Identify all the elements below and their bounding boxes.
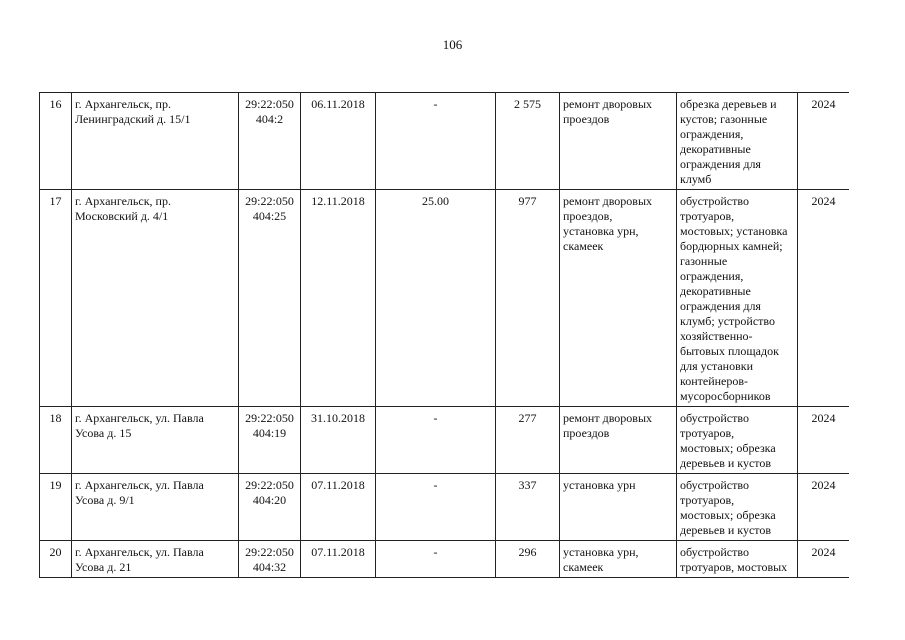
works-cell: ремонт дворовых проездов xyxy=(560,407,677,474)
row-number-cell: 18 xyxy=(40,407,72,474)
row-number-cell: 19 xyxy=(40,474,72,541)
row-number-cell: 20 xyxy=(40,541,72,578)
cadastral-cell: 29:22:050 404:2 xyxy=(239,93,301,190)
cadastral-cell: 29:22:050 404:20 xyxy=(239,474,301,541)
address-cell: г. Архангельск, ул. Павла Усова д. 21 xyxy=(72,541,239,578)
additional-works-cell: обрезка деревьев и кустов; газонные ограждения, декоративные ограждения для клумб xyxy=(677,93,798,190)
additional-works-cell: обустройство тротуаров, мостовых; обрезка деревьев и кустов xyxy=(677,474,798,541)
additional-works-cell: обустройство тротуаров, мостовых xyxy=(677,541,798,578)
year-cell: 2024 xyxy=(798,93,850,190)
additional-works-cell: обустройство тротуаров, мостовых; установка бордюрных камней; газонные ограждения, декоративные ограждения для клумб; устройство хозяйственно- бытовых площадок для установки контейнеров- мусоросборников xyxy=(677,190,798,407)
table-row xyxy=(40,190,850,407)
row-number-cell: 17 xyxy=(40,190,72,407)
year-cell: 2024 xyxy=(798,407,850,474)
works-cell: ремонт дворовых проездов, установка урн, скамеек xyxy=(560,190,677,407)
table-row xyxy=(40,93,850,190)
page-number: 106 xyxy=(442,37,463,52)
cadastral-cell: 29:22:050 404:32 xyxy=(239,541,301,578)
table-row xyxy=(40,541,850,578)
date-cell: 07.11.2018 xyxy=(301,541,376,578)
area-cell: 977 xyxy=(496,190,560,407)
share-cell: 25.00 xyxy=(376,190,496,407)
share-cell: - xyxy=(376,93,496,190)
cadastral-cell: 29:22:050 404:19 xyxy=(239,407,301,474)
year-cell: 2024 xyxy=(798,474,850,541)
date-cell: 12.11.2018 xyxy=(301,190,376,407)
row-number-cell: 16 xyxy=(40,93,72,190)
works-cell: ремонт дворовых проездов xyxy=(560,93,677,190)
address-cell: г. Архангельск, пр. Московский д. 4/1 xyxy=(72,190,239,407)
date-cell: 06.11.2018 xyxy=(301,93,376,190)
table-area xyxy=(39,92,849,597)
object-table xyxy=(39,92,849,578)
year-cell: 2024 xyxy=(798,541,850,578)
share-cell: - xyxy=(376,407,496,474)
date-cell: 07.11.2018 xyxy=(301,474,376,541)
year-cell: 2024 xyxy=(798,190,850,407)
area-cell: 296 xyxy=(496,541,560,578)
address-cell: г. Архангельск, ул. Павла Усова д. 9/1 xyxy=(72,474,239,541)
cadastral-cell: 29:22:050 404:25 xyxy=(239,190,301,407)
works-cell: установка урн xyxy=(560,474,677,541)
table-row xyxy=(40,407,850,474)
area-cell: 337 xyxy=(496,474,560,541)
works-cell: установка урн, скамеек xyxy=(560,541,677,578)
additional-works-cell: обустройство тротуаров, мостовых; обрезка деревьев и кустов xyxy=(677,407,798,474)
area-cell: 2 575 xyxy=(496,93,560,190)
share-cell: - xyxy=(376,541,496,578)
area-cell: 277 xyxy=(496,407,560,474)
table-row xyxy=(40,474,850,541)
address-cell: г. Архангельск, ул. Павла Усова д. 15 xyxy=(72,407,239,474)
address-cell: г. Архангельск, пр. Ленинградский д. 15/1 xyxy=(72,93,239,190)
share-cell: - xyxy=(376,474,496,541)
date-cell: 31.10.2018 xyxy=(301,407,376,474)
